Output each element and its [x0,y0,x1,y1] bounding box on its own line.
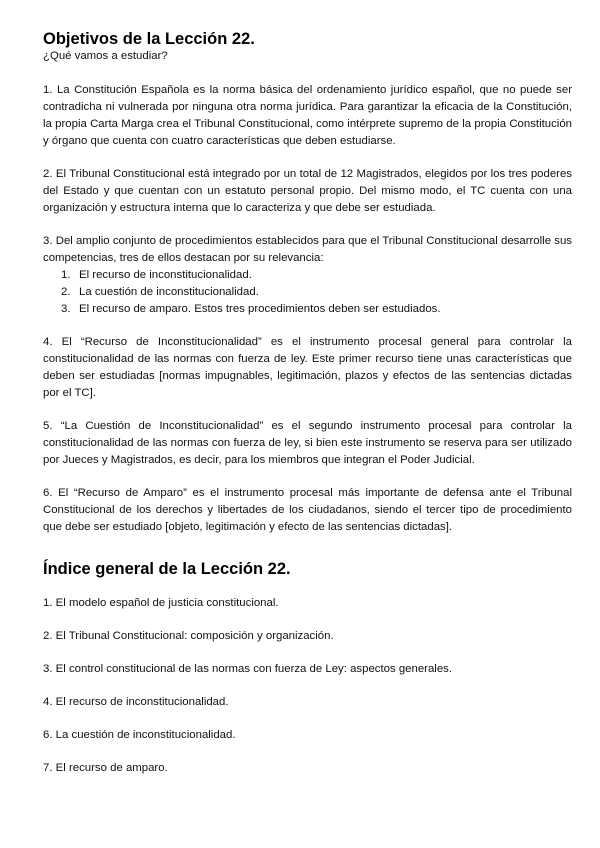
objective-paragraph-3: 3. Del amplio conjunto de procedimientos establecidos para que el Tribunal Constitucional desarrolle sus competencias, tres de ellos destacan por su relevancia: [43,234,572,264]
procedure-item: 3. El recurso de amparo. Estos tres procedimientos deben ser estudiados. [61,302,441,315]
procedure-item: 2. La cuestión de inconstitucionalidad. [61,285,259,298]
index-item: 3. El control constitucional de las normas con fuerza de Ley: aspectos generales. [43,662,453,675]
objective-paragraph-4: 4. El “Recurso de Inconstitucionalidad” es el instrumento procesal general para controlar la constitucionalidad de las normas con fuerza de ley. Este primer recurso tiene unas características que deben ser estudiadas [normas impugnables, legitimación, plazos y efectos de las sentencias dictadas por el TC]. [43,335,572,399]
index-item: 4. El recurso de inconstitucionalidad. [43,695,229,708]
index-title: Índice general de la Lección 22. [43,559,291,578]
index-item: 6. La cuestión de inconstitucionalidad. [43,728,236,741]
objective-paragraph-2: 2. El Tribunal Constitucional está integrado por un total de 12 Magistrados, elegidos por los tres poderes del Estado y que cuentan con un estatuto personal propio. Del mismo modo, el TC cuenta con una organización y estructura interna que lo caracteriza y que debe ser estudiada. [43,167,572,214]
index-item: 7. El recurso de amparo. [43,761,168,774]
procedure-item: 1. El recurso de inconstitucionalidad. [61,268,252,281]
objectives-title: Objetivos de la Lección 22. [43,30,255,48]
objective-paragraph-5: 5. “La Cuestión de Inconstitucionalidad” es el segundo instrumento procesal para controlar la constitucionalidad de las normas con fuerza de ley, si bien este instrumento se reserva para ser utilizado por Jueces y Magistrados, es decir, para los miembros que integran el Poder Judicial. [43,419,572,466]
objective-paragraph-6: 6. El “Recurso de Amparo” es el instrumento procesal más importante de defensa ante el Tribunal Constitucional de los derechos y libertades de los ciudadanos, siendo el tercer tipo de procedimiento que debe ser estudiado [objeto, legitimación y efecto de las sentencias dictadas]. [43,486,572,533]
procedures-list [43,267,572,318]
objective-paragraph-1: 1. La Constitución Española es la norma básica del ordenamiento jurídico español, que no puede ser contradicha ni vulnerada por ninguna otra norma jurídica. Para garantizar la eficacia de la Constitución, la propia Carta Marga crea el Tribunal Constitucional, como intérprete supremo de la propia Constitución y órgano que cuenta con cuatro características que deben estudiarse. [43,83,572,147]
index-item: 1. El modelo español de justicia constitucional. [43,596,279,609]
document-page [43,30,572,793]
objectives-subtitle: ¿Qué vamos a estudiar? [43,50,168,62]
index-item: 2. El Tribunal Constitucional: composición y organización. [43,629,334,642]
